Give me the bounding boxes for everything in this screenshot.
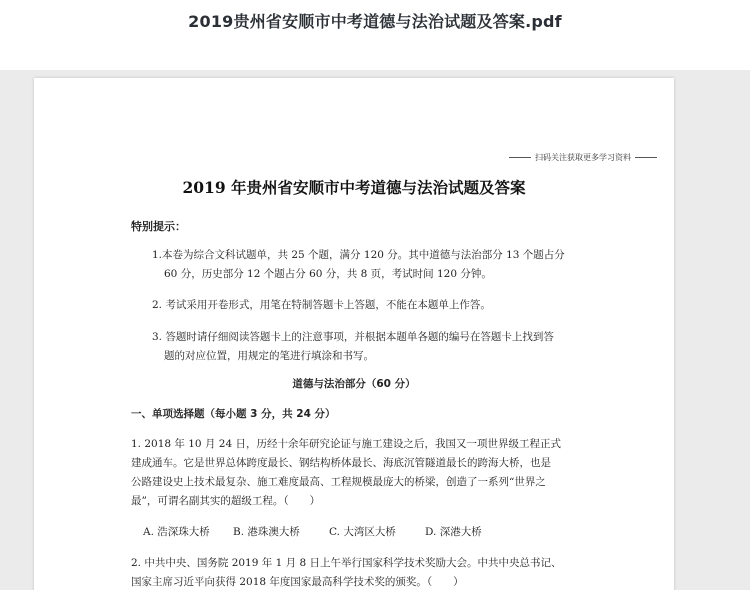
document-title: 2019 年贵州省安顺市中考道德与法治试题及答案 (182, 178, 526, 197)
tip-line: 1.本卷为综合文科试题单，共 25 个题，满分 120 分。其中道德与法治部分 13 个题占分 (152, 249, 565, 261)
option-a: A. 浩深珠大桥 (143, 526, 210, 538)
question-line: 2. 中共中央、国务院 2019 年 1 月 8 日上午举行国家科学技术奖励大会。中共中央总书记、 (131, 557, 562, 569)
header-note (509, 152, 657, 163)
option-b: B. 港珠澳大桥 (233, 526, 300, 538)
tip-line: 题的对应位置，用规定的笔进行填涂和书写。 (164, 350, 374, 362)
question-line: 公路建设史上技术最复杂、施工难度最高、工程规模最庞大的桥梁，创造了一系列“世界之 (131, 476, 546, 488)
question-1 (131, 435, 591, 511)
tip-item-2 (152, 296, 592, 315)
tip-line: 60 分，历史部分 12 个题占分 60 分，共 8 页，考试时间 120 分钟。 (164, 268, 492, 280)
section-title: 道德与法治部分（60 分） (292, 378, 416, 390)
question-2 (131, 554, 591, 590)
part-heading: 一、单项选择题（每小题 3 分，共 24 分） (131, 408, 336, 420)
tip-heading: 特别提示： (131, 220, 186, 233)
option-c: C. 大湾区大桥 (329, 526, 396, 538)
question-line: 建成通车。它是世界总体跨度最长、钢结构桥体最长、海底沉管隧道最长的跨海大桥，也是 (131, 457, 551, 469)
tip-line: 2. 考试采用开卷形式，用笔在特制答题卡上答题，不能在本题单上作答。 (152, 299, 491, 311)
question-line: 1. 2018 年 10 月 24 日，历经十余年研究论证与施工建设之后，我国又一项世界级工程正式 (131, 438, 561, 450)
question-line: 国家主席习近平向获得 2018 年度国家最高科学技术奖的颁奖。（ ） (131, 576, 464, 588)
viewer-header (0, 0, 750, 70)
file-title: 2019贵州省安顺市中考道德与法治试题及答案.pdf (188, 12, 562, 31)
header-note-text: 扫码关注获取更多学习资料 (535, 153, 631, 162)
divider (635, 157, 657, 158)
tip-item-3 (152, 328, 592, 366)
tip-line: 3. 答题时请仔细阅读答题卡上的注意事项，并根据本题单各题的编号在答题卡上找到答 (152, 331, 554, 343)
question-1-options (143, 524, 482, 539)
divider (509, 157, 531, 158)
option-d: D. 深港大桥 (425, 526, 482, 538)
pdf-page (34, 78, 674, 590)
tip-item-1 (152, 246, 592, 284)
question-line: 最”，可谓名副其实的超级工程。（ ） (131, 495, 321, 507)
